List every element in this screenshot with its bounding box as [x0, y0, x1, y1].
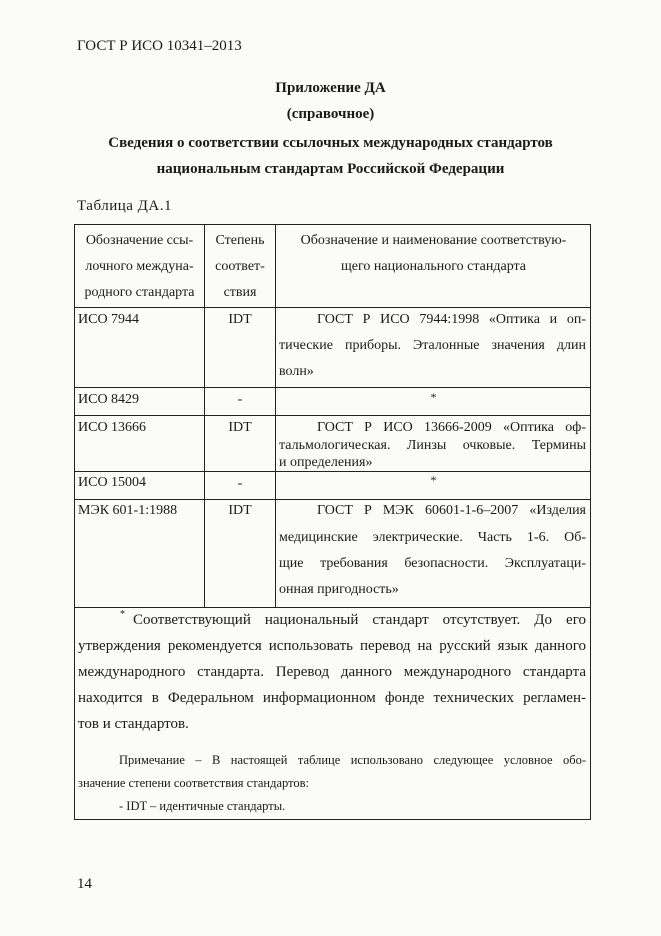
header-text: щего национального стандарта	[340, 259, 527, 274]
note-line: Примечание – В настоящей таблице использовано следующее условное обо-	[119, 753, 586, 767]
table-cell-intl: ИСО 8429	[78, 392, 140, 407]
header-text: Степень	[215, 233, 265, 248]
footnote-line: утверждения рекомендуется использовать перевод на русский язык данного	[78, 638, 586, 654]
appendix-title: Приложение ДА	[275, 80, 386, 96]
table-cell-national: *	[430, 390, 437, 404]
table-cell-intl: ИСО 15004	[78, 475, 147, 490]
header-national-standard	[276, 228, 591, 280]
note-line: - IDT – идентичные стандарты.	[119, 799, 286, 813]
table-caption: Таблица ДА.1	[77, 198, 172, 214]
document-code: ГОСТ Р ИСО 10341–2013	[77, 38, 242, 54]
footnote-line: Соответствующий национальный стандарт отсутствует. До его	[133, 612, 586, 628]
note-line: значение степени соответствия стандартов:	[78, 776, 309, 790]
footnote-mark: *	[120, 609, 125, 620]
table-cell-degree: IDT	[228, 312, 252, 327]
row-divider	[75, 471, 590, 472]
table-cell-national: *	[430, 473, 437, 487]
header-text: лочного междуна-	[85, 259, 194, 274]
row-divider	[75, 307, 590, 308]
row-divider	[75, 387, 590, 388]
table-cell-intl: ИСО 7944	[78, 312, 140, 327]
table-cell-national: медицинские электрические. Часть 1-6. Об-	[279, 530, 586, 545]
header-text: соответ-	[215, 259, 265, 274]
header-intl-standard	[75, 228, 204, 306]
table-cell-national: и определения»	[279, 455, 373, 470]
table-cell-degree: -	[237, 476, 243, 491]
row-divider	[75, 607, 590, 608]
row-divider	[75, 499, 590, 500]
correspondence-table	[74, 224, 591, 820]
row-divider	[75, 415, 590, 416]
table-cell-degree: -	[237, 392, 243, 407]
page-number: 14	[77, 876, 92, 892]
appendix-subtitle: (справочное)	[286, 106, 375, 122]
table-cell-national: тические приборы. Эталонные значения длин	[279, 338, 586, 353]
table-cell-national: тальмологическая. Линзы очковые. Термины	[279, 438, 586, 453]
table-cell-national: ГОСТ Р ИСО 13666-2009 «Оптика оф-	[317, 420, 586, 435]
table-cell-national: щие требования безопасности. Эксплуатаци-	[279, 556, 586, 571]
footnote-line: международного стандарта. Перевод данного международного стандарта	[78, 664, 586, 680]
table-cell-degree: IDT	[228, 503, 252, 518]
appendix-heading-line-1: Сведения о соответствии ссылочных международных стандартов	[108, 135, 553, 151]
table-cell-degree: IDT	[228, 420, 252, 435]
footnote-line: находится в Федеральном информационном фонде технических регламен-	[78, 690, 586, 706]
header-text: ствия	[223, 285, 257, 300]
appendix-heading-line-2: национальным стандартам Российской Федерации	[156, 161, 505, 177]
header-degree	[205, 228, 275, 306]
column-divider	[275, 225, 276, 607]
table-cell-national: ГОСТ Р ИСО 7944:1998 «Оптика и оп-	[317, 312, 586, 327]
header-text: родного стандарта	[84, 285, 195, 300]
header-text: Обозначение и наименование соответствую-	[300, 233, 567, 248]
header-text: Обозначение ссы-	[85, 233, 194, 248]
table-cell-intl: ИСО 13666	[78, 420, 147, 435]
table-cell-national: ГОСТ Р МЭК 60601-1-6–2007 «Изделия	[317, 503, 586, 518]
table-cell-national: онная пригодность»	[279, 582, 399, 597]
table-cell-intl: МЭК 601-1:1988	[78, 503, 178, 518]
table-cell-national: волн»	[279, 364, 314, 379]
footnote-line: тов и стандартов.	[78, 716, 189, 732]
